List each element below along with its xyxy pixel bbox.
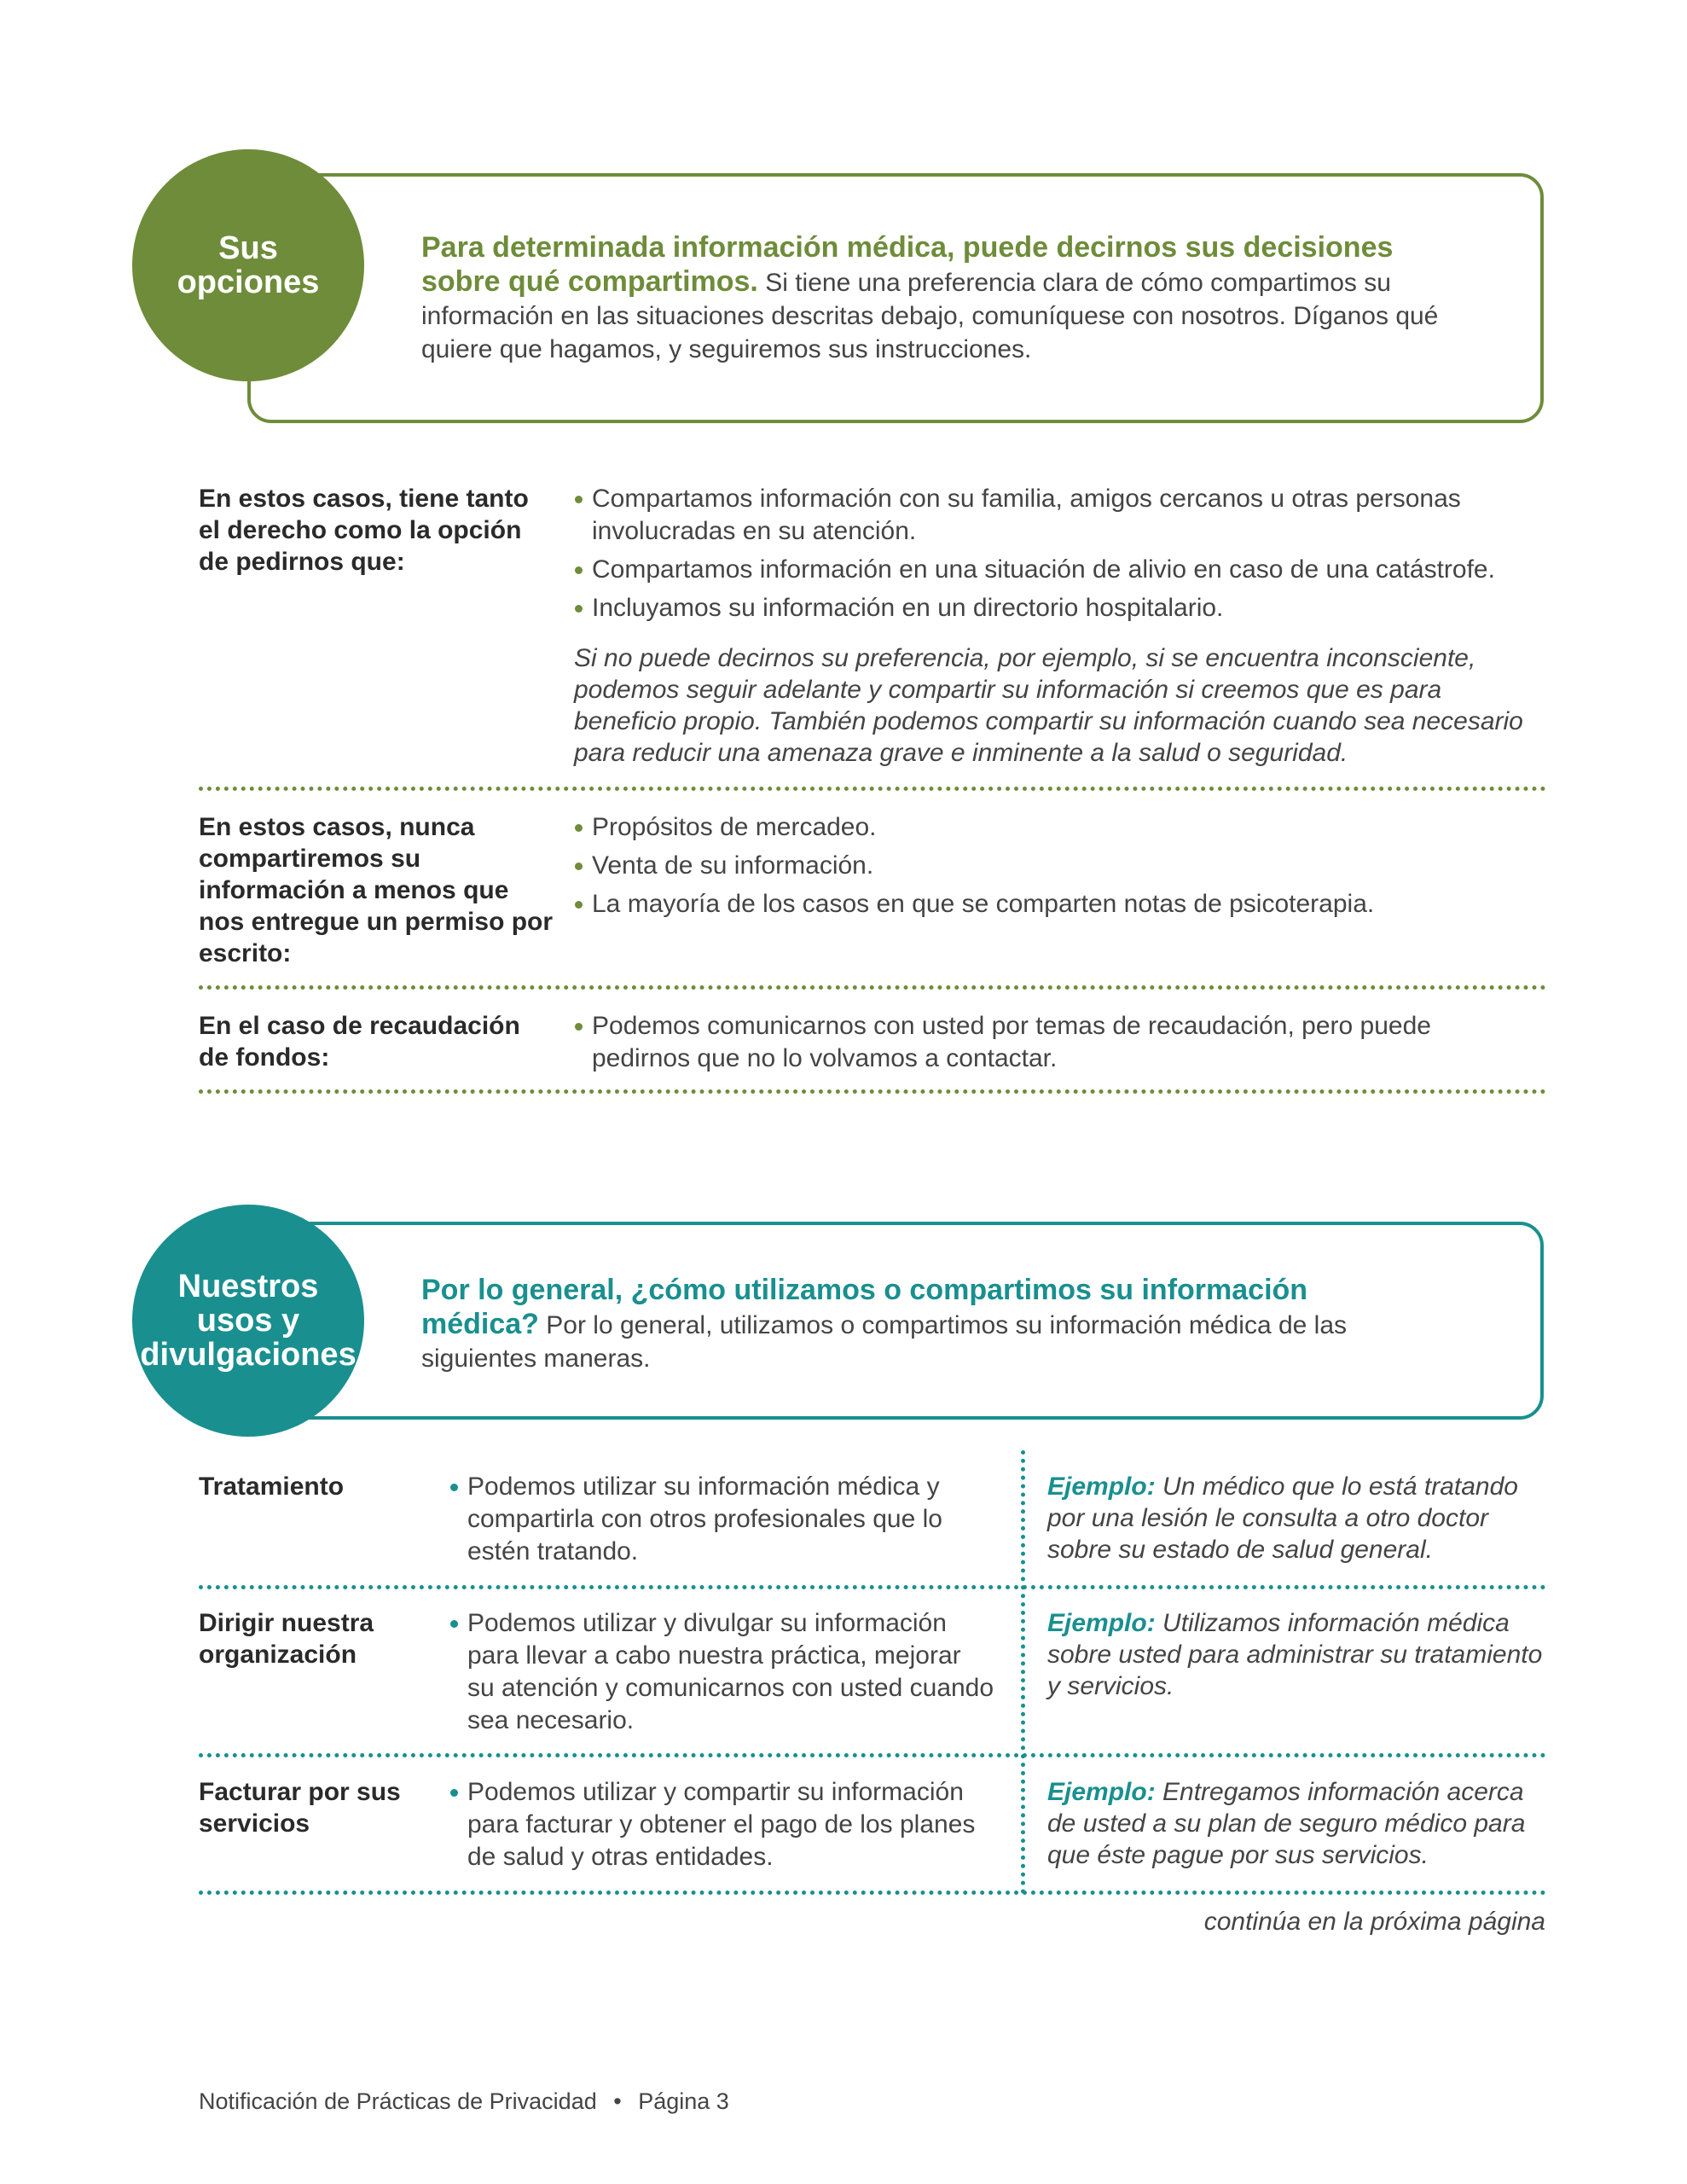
uses-row-3-list: [449, 1776, 994, 1879]
list-item: Propósitos de mercadeo.: [573, 811, 1545, 844]
divider: [199, 1089, 1546, 1094]
options-row-1-note: Si no puede decirnos su preferencia, por ejemplo, si se encuentra inconsciente, podemos seguir adelante y compartir su información si creemos que es para beneficio propio. También podemos compartir su información cuando sea necesario para reducir una amenaza grave e inminente a la salud o seguridad.: [574, 644, 1523, 767]
footer-doc-title: Notificación de Prácticas de Privacidad: [199, 2088, 597, 2114]
divider: [199, 1891, 1546, 1895]
options-intro: [421, 231, 1479, 366]
options-circle-badge: [132, 149, 364, 381]
list-item: Podemos utilizar su información médica y compartirla con otros profesionales que lo estén tratando.: [449, 1471, 994, 1568]
uses-lead: Por lo general, ¿cómo utilizamos o compartimos su información médica?: [421, 1274, 1308, 1340]
list-item: Venta de su información.: [573, 850, 1545, 882]
list-item: Compartamos información en una situación de alivio en caso de una catástrofe.: [573, 554, 1545, 586]
continue-note: continúa en la próxima página: [1203, 1908, 1545, 1936]
uses-body: Por lo general, utilizamos o compartimos su información médica de las siguientes maneras.: [421, 1311, 1348, 1373]
list-item: Podemos utilizar y compartir su información para facturar y obtener el pago de los planes de salud y otras entidades.: [449, 1776, 994, 1873]
uses-row-1-example: [1047, 1471, 1551, 1565]
footer-separator: •: [613, 2088, 622, 2114]
page-footer: [199, 2088, 729, 2115]
divider: [199, 1753, 1546, 1757]
example-label: Ejemplo:: [1047, 1609, 1156, 1637]
options-row-1-list: [573, 483, 1545, 630]
footer-page-number: Página 3: [638, 2088, 729, 2114]
uses-row-3-example: [1047, 1776, 1551, 1871]
divider: [199, 787, 1546, 791]
example-text: Entregamos información acerca de usted a su plan de seguro médico para que éste pague por sus servicios.: [1047, 1778, 1526, 1869]
uses-row-2-example: [1047, 1607, 1551, 1702]
example-text: Un médico que lo está tratando por una lesión le consulta a otro doctor sobre su estado de salud general.: [1047, 1472, 1518, 1564]
divider: [199, 1585, 1546, 1589]
uses-circle-badge: [132, 1205, 364, 1437]
options-body: Si tiene una preferencia clara de cómo compartimos su información en las situaciones descritas debajo, comuníquese con nosotros. Díganos qué quiere que hagamos, y seguiremos sus instrucciones.: [421, 269, 1439, 363]
options-row-2-label: En estos casos, nunca compartiremos su información a menos que nos entregue un permiso por escrito:: [199, 813, 554, 967]
list-item: Incluyamos su información en un directorio hospitalario.: [573, 592, 1545, 624]
divider: [199, 985, 1546, 990]
list-item: La mayoría de los casos en que se comparten notas de psicoterapia.: [573, 888, 1545, 921]
list-item: Podemos utilizar y divulgar su información para llevar a cabo nuestra práctica, mejorar su atención y comunicarnos con usted cuando sea necesario.: [449, 1607, 994, 1737]
uses-intro: [421, 1274, 1428, 1375]
options-row-3-label: En el caso de recaudación de fondos:: [199, 1012, 520, 1072]
options-row-2-list: [573, 811, 1545, 926]
column-divider: [1021, 1450, 1025, 1894]
options-lead: Para determinada información médica, puede decirnos sus decisiones sobre qué compartimos.: [421, 231, 1394, 298]
uses-row-1-list: [449, 1471, 994, 1574]
uses-row-2-label: Dirigir nuestra organización: [199, 1609, 374, 1669]
list-item: Podemos comunicarnos con usted por temas de recaudación, pero puede pedirnos que no lo volvamos a contactar.: [573, 1010, 1520, 1075]
uses-circle-label: Nuestros usos y divulgaciones: [140, 1269, 357, 1373]
list-item: Compartamos información con su familia, amigos cercanos u otras personas involucradas en su atención.: [573, 483, 1545, 548]
example-label: Ejemplo:: [1047, 1778, 1156, 1806]
uses-row-1-label: Tratamiento: [199, 1472, 345, 1501]
uses-row-3-label: Facturar por sus servicios: [199, 1778, 401, 1838]
example-text: Utilizamos información médica sobre usted para administrar su tratamiento y servicios.: [1047, 1609, 1543, 1700]
options-row-1-label: En estos casos, tiene tanto el derecho como la opción de pedirnos que:: [199, 485, 529, 576]
uses-row-2-list: [449, 1607, 994, 1743]
options-row-3-list: [573, 1010, 1520, 1081]
options-circle-label: Sus opciones: [177, 230, 320, 300]
example-label: Ejemplo:: [1047, 1472, 1156, 1501]
